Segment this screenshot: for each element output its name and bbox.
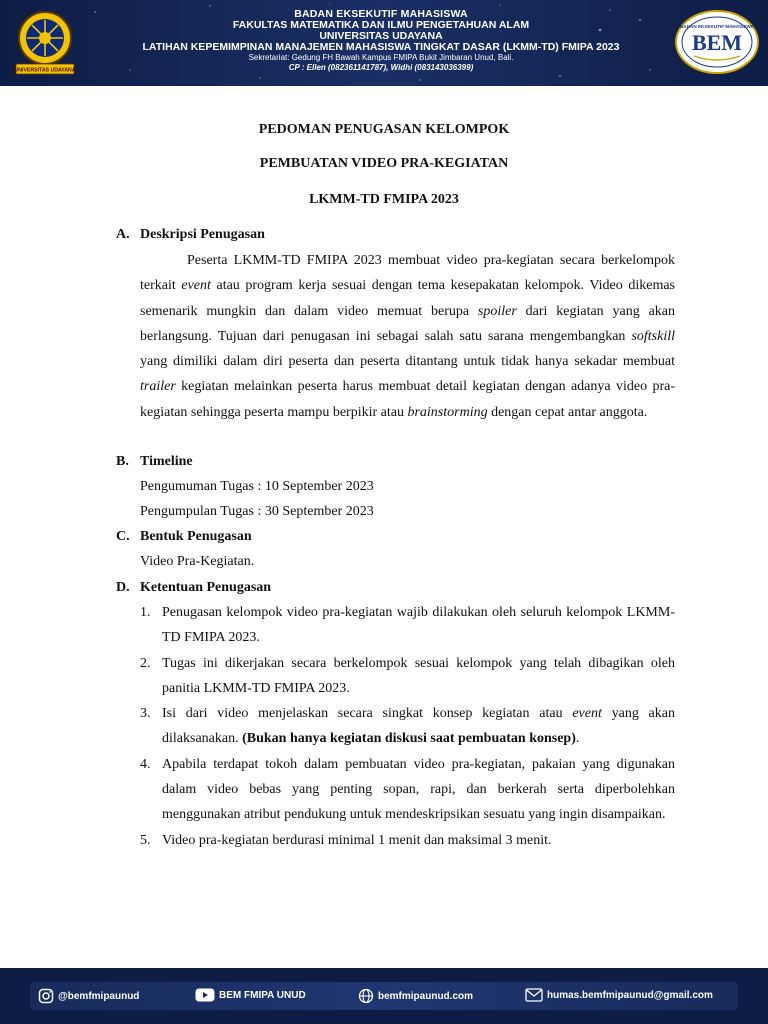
- event-name: LATIHAN KEPEMIMPINAN MANAJEMEN MAHASISWA TINGKAT DASAR (LKMM-TD) FMIPA 2023: [142, 41, 620, 53]
- svg-text:BADAN EKSEKUTIF MAHASISWA: BADAN EKSEKUTIF MAHASISWA: [680, 24, 754, 29]
- section-title: Deskripsi Penugasan: [140, 227, 265, 242]
- list-item: [140, 752, 675, 828]
- section-title: Ketentuan Penugasan: [140, 580, 272, 595]
- list-item: [140, 701, 675, 752]
- para-text: dengan cepat antar anggota.: [487, 404, 648, 420]
- section-a-heading: [116, 227, 265, 243]
- list-text: Video pra-kegiatan berdurasi minimal 1 menit dan maksimal 3 menit.: [162, 832, 552, 848]
- para-italic: spoiler: [477, 303, 517, 319]
- list-text: Tugas ini dikerjakan secara berkelompok sesuai kelompok yang telah dibagikan oleh panitia LKMM-TD FMIPA 2023.: [162, 655, 675, 696]
- university-name: UNIVERSITAS UDAYANA: [319, 30, 443, 42]
- requirements-list: [140, 600, 675, 853]
- para-text: yang dimiliki dalam diri peserta dan peserta ditantang untuk tidak hanya sekadar membuat: [140, 354, 675, 370]
- instagram-icon: [38, 988, 54, 1004]
- list-text: Apabila terdapat tokoh dalam pembuatan video pra-kegiatan, pakaian yang digunakan dalam video bebas yang penting sopan, rapi, dan berkerah serta diperbolehkan menggunakan atribut pendukung untuk mendeskripsikan sesuatu yang ingin disampaikan.: [162, 756, 675, 823]
- website-contact[interactable]: [358, 988, 473, 1004]
- list-bold: (Bukan hanya kegiatan diskusi saat pembuatan konsep): [242, 731, 576, 747]
- list-text: yang akan dilaksanakan.: [162, 706, 675, 747]
- website-url: bemfmipaunud.com: [378, 990, 474, 1002]
- section-letter: A.: [116, 227, 130, 242]
- section-d-heading: [116, 580, 271, 596]
- para-italic: event: [181, 278, 211, 294]
- letterhead: [0, 0, 768, 86]
- mail-icon: [525, 988, 543, 1002]
- para-italic: softskill: [631, 328, 675, 344]
- assignment-form: Video Pra-Kegiatan.: [140, 554, 255, 569]
- contact-person: CP : Ellen (082361141787), Widhi (083143036399): [288, 63, 474, 72]
- secretariat-address: Sekretariat: Gedung FH Bawah Kampus FMIPA Bukit Jimbaran Unud, Bali.: [248, 53, 514, 62]
- section-title: Timeline: [140, 454, 193, 469]
- youtube-icon: [195, 988, 215, 1002]
- footer-bar: [0, 968, 768, 1024]
- para-text: Peserta LKMM-TD FMIPA 2023 membuat video pra-kegiatan secara berkelompok terkait: [140, 253, 675, 294]
- email-address: humas.bemfmipaunud@gmail.com: [547, 989, 713, 1001]
- globe-icon: [358, 988, 374, 1004]
- document-title-3: LKMM-TD FMIPA 2023: [309, 192, 459, 207]
- instagram-handle: @bemfmipaunud: [58, 990, 140, 1002]
- para-text: kegiatan melainkan peserta harus membuat detail kegiatan dengan adanya video pra-kegiatan sehingga peserta mampu berpikir atau: [140, 379, 675, 420]
- faculty-name: FAKULTAS MATEMATIKA DAN ILMU PENGETAHUAN ALAM: [232, 19, 530, 31]
- para-italic: brainstorming: [407, 404, 488, 420]
- bem-logo: [674, 8, 760, 76]
- footer-contacts: [30, 982, 738, 1010]
- document-title-1: PEDOMAN PENUGASAN KELOMPOK: [258, 122, 510, 137]
- list-number: 5.: [140, 832, 151, 848]
- letterhead-text: [92, 9, 670, 73]
- svg-text:UNIVERSITAS UDAYANA: UNIVERSITAS UDAYANA: [14, 67, 76, 74]
- list-text: Isi dari video menjelaskan secara singkat konsep kegiatan atau: [162, 706, 573, 722]
- org-name: BADAN EKSEKUTIF MAHASISWA: [294, 8, 468, 20]
- list-text: .: [575, 731, 580, 747]
- list-text: Penugasan kelompok video pra-kegiatan wajib dilakukan oleh seluruh kelompok LKMM-TD FMIPA 2023.: [162, 605, 675, 646]
- section-c-heading: [116, 529, 252, 545]
- youtube-channel: BEM FMIPA UNUD: [219, 989, 306, 1001]
- timeline-announcement: Pengumuman Tugas : 10 September 2023: [140, 479, 374, 494]
- para-text: dari kegiatan yang akan berlangsung. Tujuan dari penugasan ini sebagai salah satu sarana mengembangkan: [140, 303, 676, 344]
- udayana-logo: [10, 8, 80, 76]
- list-number: 2.: [140, 655, 151, 671]
- section-letter: C.: [116, 529, 130, 544]
- list-number: 3.: [140, 706, 151, 722]
- section-letter: D.: [116, 580, 130, 595]
- list-item: [140, 651, 675, 702]
- document-title-2: PEMBUATAN VIDEO PRA-KEGIATAN: [259, 156, 509, 171]
- instagram-contact[interactable]: [38, 988, 139, 1004]
- section-letter: B.: [116, 454, 129, 469]
- list-item: [140, 600, 675, 651]
- para-text: atau program kerja sesuai dengan tema kesepakatan kelompok. Video dikemas semenarik mungkin dan dalam video memuat berupa: [140, 278, 676, 319]
- list-number: 4.: [140, 756, 151, 772]
- section-a-paragraph: [140, 248, 675, 425]
- list-number: 1.: [140, 605, 151, 620]
- list-item: [140, 828, 675, 853]
- section-b-heading: [116, 454, 193, 470]
- section-title: Bentuk Penugasan: [140, 529, 252, 544]
- timeline-submission: Pengumpulan Tugas : 30 September 2023: [140, 504, 374, 519]
- svg-text:BEM: BEM: [691, 30, 743, 55]
- list-italic: event: [572, 706, 602, 722]
- para-italic: trailer: [140, 379, 176, 395]
- email-contact[interactable]: [525, 988, 713, 1002]
- youtube-contact[interactable]: [195, 988, 306, 1002]
